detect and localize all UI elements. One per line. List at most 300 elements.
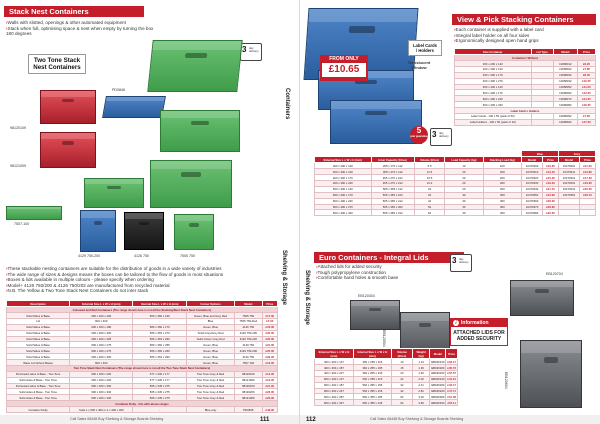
table-cell: £16.00 xyxy=(262,324,277,330)
table-cell: 11.5 xyxy=(414,169,444,175)
table-cell: 600 x 400 x 170 xyxy=(315,192,372,198)
notes-list xyxy=(6,266,246,294)
black-container-image xyxy=(124,212,164,250)
table-cell: 10470341 xyxy=(558,186,579,192)
product-code: EB120704 xyxy=(546,272,563,276)
table-cell: Solid sides & Base - Two Tone xyxy=(7,395,70,401)
table-cell: £10.25 xyxy=(577,78,595,84)
table-cell: Green, Blue and Grey Red xyxy=(187,313,235,319)
two-tone-callout: Two Tone Stack Nest Containers xyxy=(28,54,86,74)
table-cell: 600 x 400 x 180 xyxy=(70,324,133,330)
table-cell: £47.71 xyxy=(447,389,456,393)
table-cell: £12.35 xyxy=(577,90,595,96)
table-cell: 10470380 xyxy=(521,210,542,216)
table-cell: 600 x 400 x 220 xyxy=(455,96,532,102)
table-cell: 4129 750 xyxy=(235,342,263,348)
table-cell: 565 x 345 x 275 xyxy=(133,395,187,401)
table-cell: 300 x 200 x 120 xyxy=(315,163,372,169)
table-cell: £29.95 xyxy=(543,204,559,210)
red-tone-container-image xyxy=(40,90,96,124)
table-cell: Lid xyxy=(7,318,70,324)
table-cell: 400 x 300 x 270 xyxy=(455,78,532,84)
column-header: Description xyxy=(7,301,70,307)
table-cell: 300 x 200 x 120 xyxy=(455,61,532,67)
table-cell: 2.81 xyxy=(412,388,429,394)
column-header: Model xyxy=(430,349,446,359)
table-cell: £41.21 xyxy=(447,377,456,382)
table-cell: £33.17 xyxy=(447,359,456,364)
table-cell: 20 xyxy=(445,169,483,175)
table-cell: 10470331 xyxy=(558,181,579,187)
table-cell: Perforated sides & Base - Two Tone xyxy=(7,383,70,389)
table-cell: £25.00 xyxy=(262,348,277,354)
table-cell: 565 x 363 x 290 xyxy=(133,354,187,360)
table-cell: 20 xyxy=(445,181,483,187)
table-cell: 600 x 400 x 275 xyxy=(70,342,133,348)
label-cards-callout: Label Cards / Holders xyxy=(408,40,442,56)
table-cell: Solid Sides & Base xyxy=(7,324,70,330)
table-cell: Two Tone Grey & Red xyxy=(187,389,235,395)
table-row xyxy=(7,407,278,413)
view-pick-main-table xyxy=(314,150,596,216)
table-cell: 200 xyxy=(483,186,521,192)
euro-feature-list xyxy=(316,264,436,281)
table-cell: 98130109 xyxy=(235,383,263,389)
information-box xyxy=(450,318,508,346)
table-cell: 365 x 270 x 212 xyxy=(371,181,414,187)
euro-container-image xyxy=(350,300,400,330)
side-tab: Shelving & Storage xyxy=(281,250,287,306)
table-cell: 62 xyxy=(391,400,412,406)
table-cell: 400 x 300 x 137 xyxy=(315,359,354,365)
table-cell: £7.00 xyxy=(262,318,277,324)
product-code: EB120504 xyxy=(382,330,386,347)
table-cell: Green, Blue xyxy=(187,360,235,366)
table-cell: 600 x 400 x 300 xyxy=(70,395,133,401)
section-title: Stack Nest Containers xyxy=(4,6,144,17)
table-cell: Solid sides & Base - Two Tone xyxy=(7,389,70,395)
table-cell: - xyxy=(133,360,187,366)
table-cell: 560 x 355 x 315 xyxy=(353,400,391,406)
column-header: External Size L x W x H (mm) xyxy=(70,301,133,307)
table-cell: 10 xyxy=(391,359,412,365)
table-cell: £6.20 xyxy=(577,61,595,67)
table-cell: 20 xyxy=(445,186,483,192)
table-cell: 600 x 400 x 137 xyxy=(315,376,354,382)
table-cell: 98120109 xyxy=(235,371,263,377)
table-cell: 400 x 300 x 120 xyxy=(455,66,532,72)
table-cell: Two Tone Grey & Red xyxy=(187,395,235,401)
table-cell: Blue xyxy=(187,318,235,324)
table-cell: 10470330 xyxy=(521,181,542,187)
product-code: 98121009 xyxy=(10,164,26,168)
product-code: 7507-100 xyxy=(14,222,30,226)
page-number: 111 xyxy=(260,417,270,423)
table-cell: EB030180 xyxy=(431,365,445,370)
table-cell: £17.00 xyxy=(262,313,277,319)
table-cell: Solid Sides & Base xyxy=(7,348,70,354)
table-cell: £15.35 xyxy=(543,175,559,181)
table-cell: £21.15 xyxy=(543,186,559,192)
table-cell: PD0846 xyxy=(235,407,263,413)
page-footer: Call Sales 08448 Buy Shelving & Storage Boards Shelving xyxy=(300,415,600,424)
column-header: Weight (kg) xyxy=(412,349,429,359)
table-cell: 400 x 300 x 237 xyxy=(315,370,354,376)
grey-column-header: Grey xyxy=(558,151,595,157)
delivery-badge: 3 day delivery xyxy=(240,43,262,61)
table-cell: EB040330 xyxy=(431,400,445,405)
table-cell: Container Dolly xyxy=(7,407,70,413)
table-cell: £29.00 xyxy=(262,354,277,360)
right-page xyxy=(284,0,600,424)
feature-item: › Attached lids for added security xyxy=(316,264,436,270)
table-cell: £21.00 xyxy=(262,342,277,348)
red-tone-container-image xyxy=(40,132,96,168)
table-cell: EB040180 xyxy=(431,383,445,388)
table-cell: 600 x 400 x 337 xyxy=(315,400,354,406)
column-header: Internal Size L x W x H (mm) xyxy=(133,301,187,307)
column-header: External Size L x W x H (mm) xyxy=(315,349,354,359)
table-cell: 600 x 400 x 300 xyxy=(70,389,133,395)
table-cell: 1.36 xyxy=(412,365,429,371)
product-code: 4126 750 xyxy=(134,254,149,258)
blue-container-image xyxy=(80,210,116,252)
translucent-window-label: Translucent Window xyxy=(407,60,431,70)
view-pick-small-table xyxy=(454,48,596,126)
feature-item: › Tough polypropylene construction xyxy=(316,270,436,276)
table-cell: £26.30 xyxy=(543,198,559,204)
table-cell: 10470340 xyxy=(521,186,542,192)
table-cell: 300 xyxy=(483,198,521,204)
table-cell: 400 x 300 x 220 xyxy=(315,181,372,187)
table-cell: £37.57 xyxy=(447,371,456,376)
table-cell: 10470370 xyxy=(521,204,542,210)
guarantee-burst: 5 year guarantee xyxy=(410,126,428,144)
column-header: Lid Type xyxy=(531,49,553,55)
table-cell: 300 xyxy=(483,192,521,198)
table-cell: £26.15 xyxy=(580,192,596,198)
table-cell: EB030130 xyxy=(431,359,445,364)
table-cell: Solid Sides & Base xyxy=(7,330,70,336)
column-header: Model xyxy=(558,157,579,163)
table-cell: 577 x 330 x 177 xyxy=(133,377,187,383)
side-tab: Shelving & Storage xyxy=(304,270,310,326)
table-cell: 100 xyxy=(483,163,521,169)
page-number: 112 xyxy=(306,417,316,423)
page-footer: Call Sales 08448 Buy Shelving & Storage Boards Shelving xyxy=(0,415,300,424)
table-cell: 560 x 355 x 165 xyxy=(353,382,391,388)
table-cell: 10 xyxy=(445,163,483,169)
green-container-image xyxy=(160,110,240,152)
table-cell: 4126 750 xyxy=(235,324,263,330)
table-cell xyxy=(580,210,596,216)
group-title: Two Tone Stack Nest Containers (The range shown here is not all the Two Tone Stack Nest Containers) xyxy=(7,365,278,371)
table-cell: 10068392 xyxy=(553,113,577,119)
table-cell: 600 x 400 x 287 xyxy=(315,394,354,400)
table-cell: 10470300 xyxy=(521,163,542,169)
table-cell: 30 xyxy=(445,198,483,204)
table-cell: EB030230 xyxy=(431,371,445,376)
table-cell: 600 x 400 x 237 xyxy=(315,388,354,394)
table-cell: 565 x 363 x 270 xyxy=(133,330,187,336)
column-header: Volume (litres) xyxy=(391,349,412,359)
table-cell: £22.25 xyxy=(580,186,596,192)
table-cell: £22.00 xyxy=(262,389,277,395)
table-cell: 98130209 xyxy=(235,389,263,395)
column-header: Price xyxy=(446,349,458,359)
table-cell: 16.5 xyxy=(414,175,444,181)
table-cell: Two Tone Grey & Red xyxy=(187,377,235,383)
column-header: Load Capacity (kg) xyxy=(445,157,483,163)
table-cell: 600 x 400 x 320 xyxy=(455,102,532,108)
table-cell: 10068382 xyxy=(553,102,577,108)
table-cell: £7.85 xyxy=(577,66,595,72)
table-cell: 565 x 345 x 275 xyxy=(133,383,187,389)
table-cell: 560 x 360 x 190 xyxy=(133,313,187,319)
table-cell: £24.90 xyxy=(543,192,559,198)
table-cell: 42 xyxy=(391,388,412,394)
table-cell: 300 xyxy=(483,210,521,216)
table-cell: £35.73 xyxy=(447,365,456,370)
lid-image xyxy=(6,206,62,220)
price-from-badge: FROM ONLY £10.65 xyxy=(320,55,368,81)
table-cell: 44 xyxy=(414,198,444,204)
table-cell: 360 x 255 x 215 xyxy=(353,370,391,376)
column-header: Internal Size L x W x H (mm) xyxy=(353,349,391,359)
column-header: Size Container xyxy=(455,49,532,55)
table-row xyxy=(315,400,458,406)
table-cell: 64 xyxy=(414,210,444,216)
table-cell: 365 x 270 x 162 xyxy=(371,175,414,181)
container-dolly-image xyxy=(102,96,166,118)
delivery-badge: 3 day delivery xyxy=(430,128,452,146)
table-cell: £32.35 xyxy=(543,210,559,216)
delivery-badge: 3 day delivery xyxy=(450,254,472,272)
table-cell: 5.5 xyxy=(414,163,444,169)
side-tab: Containers xyxy=(284,88,290,120)
blue-container-image xyxy=(330,100,422,144)
table-cell: 7505 750-Red xyxy=(235,318,263,324)
table-cell: 10470351 xyxy=(558,192,579,198)
column-header: Stacking Load (kg) xyxy=(483,157,521,163)
table-cell: 10470311 xyxy=(558,169,579,175)
table-cell: 600 x 400 x 320 xyxy=(315,210,372,216)
table-cell: £10.65 xyxy=(543,163,559,169)
table-cell: 565 x 365 x 212 xyxy=(371,198,414,204)
table-cell: 32 xyxy=(391,382,412,388)
green-container-image xyxy=(150,160,232,208)
table-cell: £25.00 xyxy=(262,336,277,342)
table-cell: 2.02 xyxy=(412,376,429,382)
feature-item: › Integral label holder on all four sides xyxy=(454,33,594,39)
table-cell: 565 x 365 x 312 xyxy=(371,210,414,216)
green-container-image xyxy=(147,40,242,92)
column-header: Price xyxy=(577,49,595,55)
table-cell: 600 x 400 x 200 xyxy=(70,371,133,377)
column-header: Model xyxy=(553,49,577,55)
table-cell: 600 x 400 xyxy=(70,360,133,366)
table-cell: 200 xyxy=(483,181,521,187)
table-cell: Solid Grey/Grey Red xyxy=(187,330,235,336)
product-code: 4129 750-200 xyxy=(78,254,101,258)
table-cell: 600 x 400 x 300 xyxy=(70,383,133,389)
table-cell: Label Cards - 100 x 50 (pack of 50) xyxy=(455,113,532,119)
table-cell: £16.35 xyxy=(577,102,595,108)
table-cell: £7.00 xyxy=(577,113,595,119)
table-cell: 565 x 365 x 112 xyxy=(371,186,414,192)
table-cell: 577 x 330 x 177 xyxy=(133,371,187,377)
table-cell: £19.95 xyxy=(580,181,596,187)
table-cell: 600 x 400 x 275 xyxy=(70,348,133,354)
table-cell: 565 x 365 x 162 xyxy=(371,192,414,198)
table-row xyxy=(315,210,596,216)
table-cell: £8.40 xyxy=(577,72,595,78)
blue-column-header: Blue xyxy=(521,151,558,157)
information-heading: i Information xyxy=(451,319,507,327)
feature-item: › Ergonomically designed open hand grips xyxy=(454,38,594,44)
table-cell: £43.17 xyxy=(447,383,456,388)
euro-section-title: Euro Containers - Integral Lids xyxy=(314,252,464,263)
table-cell: 10470301 xyxy=(558,163,579,169)
note-item: › Model+ 4126 750/200 & 4126 750/202 are manufactured from recycled material xyxy=(6,283,246,289)
table-cell: 265 x 170 x 112 xyxy=(371,163,414,169)
table-cell: 10068312 xyxy=(553,61,577,67)
table-cell: 10068352 xyxy=(553,84,577,90)
table-cell: Solid Sides & Base xyxy=(7,342,70,348)
table-cell: Green, Blue xyxy=(187,348,235,354)
green-container-image xyxy=(174,214,214,250)
table-cell: 600 x 400 x 270 xyxy=(315,204,372,210)
table-cell: Two Tone Grey & Red xyxy=(187,371,235,377)
column-header: Inner Capacity (litres) xyxy=(371,157,414,163)
table-cell: 580 x 360 x 170 xyxy=(133,324,187,330)
table-cell: Perforated sides & Base - Two Tone xyxy=(7,371,70,377)
table-cell: £23.00 xyxy=(262,395,277,401)
note-item: › Boxes & lids available in multiple colours - please specify when ordering xyxy=(6,277,246,283)
product-code: EB120304 xyxy=(358,294,375,298)
table-cell: Two Tone Grey & Red xyxy=(187,383,235,389)
table-cell: £13.00 xyxy=(262,360,277,366)
table-cell: Blue only xyxy=(187,407,235,413)
table-cell: £17.00 xyxy=(577,119,595,125)
note-item: › The wide range of sizes & designs means the boxes can be tailored to the flow of goods in most situations xyxy=(6,272,246,278)
table-cell: 560 x 355 x 115 xyxy=(353,376,391,382)
table-cell: £21.00 xyxy=(262,383,277,389)
table-cell: 21.2 xyxy=(414,181,444,187)
feature-item: › Each container is supplied with a label card xyxy=(454,27,594,33)
table-cell: 600 x 400 x 187 xyxy=(315,382,354,388)
table-cell: £20.00 xyxy=(262,330,277,336)
table-cell: 7507 100 xyxy=(235,360,263,366)
table-cell: Solid sides & Base - Two Tone xyxy=(7,377,70,383)
table-cell: 20 xyxy=(391,370,412,376)
table-cell: 10470321 xyxy=(558,175,579,181)
column-header: Price xyxy=(262,301,277,307)
table-cell: 30 xyxy=(445,204,483,210)
table-cell: 24 xyxy=(414,186,444,192)
table-cell: £13.00 xyxy=(262,377,277,383)
table-cell: 1.60 xyxy=(412,370,429,376)
table-cell: 565 x 365 x 260 xyxy=(133,348,187,354)
table-cell: 200 xyxy=(483,169,521,175)
table-cell: 400 x 300 x 187 xyxy=(315,365,354,371)
feature-item: › Stack when full, optimising space & nest when empty by turning the box 180 degrees xyxy=(6,26,156,37)
table-cell: Solid Sides & Base xyxy=(7,313,70,319)
table-cell: £19.00 xyxy=(543,181,559,187)
table-cell: 10470320 xyxy=(521,175,542,181)
table-cell: 98121009 xyxy=(235,377,263,383)
table-cell: 10068402 xyxy=(553,119,577,125)
table-cell: 98131009 xyxy=(235,395,263,401)
table-cell: Solid Sides & Base xyxy=(7,336,70,342)
table-cell: 200 xyxy=(483,175,521,181)
table-cell: 600 x 400 x 120 xyxy=(455,84,532,90)
column-header: External Size L x W x H (mm) xyxy=(315,157,372,163)
table-cell: 365 x 270 x 112 xyxy=(371,169,414,175)
table-cell: 580 x 360 x 255 xyxy=(133,342,187,348)
table-cell: 15 xyxy=(391,365,412,371)
table-cell: - xyxy=(133,407,187,413)
table-cell: 52 xyxy=(391,394,412,400)
table-cell: 300 xyxy=(483,204,521,210)
note-item: › These stackable nesting containers are suitable for the distribution of goods in a wide variety of industries xyxy=(6,266,246,272)
table-cell: 400 x 300 x 170 xyxy=(315,175,372,181)
table-cell: 34 xyxy=(414,192,444,198)
table-cell: 10470360 xyxy=(521,198,542,204)
table-cell: Label Holders - 100 x 50 (pack of 10) xyxy=(455,119,532,125)
table-cell: Green, Blue xyxy=(187,324,235,330)
feature-list xyxy=(454,27,594,44)
group-title: Coloured and Red Containers (The range shown here is not all the Stacking/Nest Stack Nest Containers) xyxy=(7,307,278,313)
table-cell: 600 x 400 x 170 xyxy=(455,90,532,96)
group-title: Label Cards / Holders xyxy=(455,108,596,114)
euro-container-image xyxy=(510,280,574,316)
table-cell: 600 x 400 x 200 xyxy=(70,377,133,383)
table-cell: 400 x 300 x 170 xyxy=(455,72,532,78)
feature-item: › Walls with slotted, openings & other automated equipment xyxy=(6,20,156,26)
table-cell: 600 x 400 x 120 xyxy=(315,186,372,192)
product-code: PD0846 xyxy=(112,88,125,92)
table-row xyxy=(455,119,596,125)
table-cell: 22 xyxy=(391,376,412,382)
table-cell: 3.60 xyxy=(412,400,429,406)
table-cell: - xyxy=(133,318,187,324)
stack-nest-table xyxy=(6,300,278,413)
information-text: ATTACHED LIDS FOR ADDED SECURITY xyxy=(453,330,505,342)
green-container-image xyxy=(84,178,144,208)
euro-container-image xyxy=(520,340,582,408)
product-code: EB120604 xyxy=(504,372,508,389)
table-cell: £11.20 xyxy=(580,163,596,169)
group-title: Containers Without xyxy=(455,55,596,61)
table-cell: 30 xyxy=(445,210,483,216)
euro-container-table xyxy=(314,348,458,406)
table-cell: 600 x 400 x 220 xyxy=(315,198,372,204)
table-cell: 3.20 xyxy=(412,394,429,400)
table-cell: 10068362 xyxy=(553,90,577,96)
table-cell: 360 x 255 x 165 xyxy=(353,365,391,371)
column-header: Model xyxy=(235,301,263,307)
table-cell: £13.80 xyxy=(580,169,596,175)
column-header: Price xyxy=(580,157,596,163)
product-code: 98120109 xyxy=(10,126,26,130)
product-code: 7505 750 xyxy=(180,254,195,258)
table-cell: 10068342 xyxy=(553,78,577,84)
table-cell: Solid Colour Grey Red xyxy=(187,336,235,342)
table-cell: £11.25 xyxy=(577,84,595,90)
table-cell: £14.00 xyxy=(262,371,277,377)
table-cell xyxy=(558,210,579,216)
